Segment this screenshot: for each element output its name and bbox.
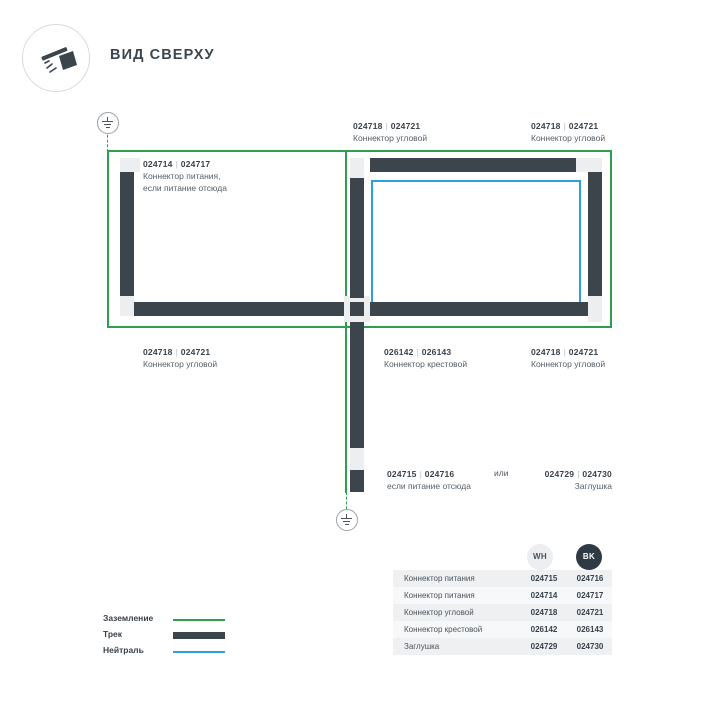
ground-symbol-bottom bbox=[336, 509, 358, 531]
track-spotlight-icon bbox=[22, 24, 90, 92]
label-code-024730: 024730 bbox=[582, 469, 612, 479]
label-desc-corner-topright: Коннектор угловой bbox=[531, 133, 606, 143]
table-cell-wh: 024714 bbox=[530, 591, 558, 600]
label-bottom-left-corner: 024718 | 024721 Коннектор угловой bbox=[143, 347, 218, 369]
label-code-024721-top: 024721 bbox=[390, 121, 421, 131]
table-cell-name: Коннектор питания bbox=[404, 574, 475, 583]
neutral-line-right-top bbox=[371, 180, 581, 182]
legend-swatch-neutral bbox=[173, 651, 225, 653]
label-top-right-corner: 024718 | 024721 Коннектор угловой bbox=[531, 121, 606, 143]
connector-block-bottom-stem bbox=[350, 448, 364, 470]
table-cell-wh: 026142 bbox=[530, 625, 558, 634]
table-cell-name: Коннектор крестовой bbox=[404, 625, 483, 634]
label-mid-right-corner: 024718 | 024721 Коннектор угловой bbox=[531, 347, 606, 369]
table-cell-wh: 024715 bbox=[530, 574, 558, 583]
label-desc-bottom-power: если питание отсюда bbox=[387, 481, 471, 491]
track-left-bottom bbox=[134, 302, 344, 316]
table-cell-name: Коннектор угловой bbox=[404, 608, 474, 617]
label-code-024717: 024717 bbox=[180, 159, 211, 169]
label-end-cap: 024729 | 024730 Заглушка bbox=[504, 468, 612, 492]
label-desc-end-cap: Заглушка bbox=[574, 481, 612, 491]
legend-item-ground bbox=[103, 612, 225, 628]
label-top-left-power: 024714 | 024717 Коннектор питания, если питание отсюда bbox=[143, 159, 227, 193]
label-code-024718-topright: 024718 bbox=[531, 121, 561, 131]
table-cell-name: Заглушка bbox=[404, 642, 440, 651]
label-desc-corner-midright: Коннектор угловой bbox=[531, 359, 606, 369]
label-or: или bbox=[494, 468, 509, 478]
table-cell-bk: 024721 bbox=[576, 608, 604, 617]
label-desc-line1: Коннектор питания, bbox=[143, 171, 221, 181]
table-row bbox=[393, 587, 612, 604]
table-row bbox=[393, 621, 612, 638]
cross-connector-core bbox=[350, 302, 364, 316]
label-code-024715: 024715 bbox=[387, 469, 417, 479]
table-cell-bk: 026143 bbox=[576, 625, 604, 634]
connector-block-top-right bbox=[576, 158, 602, 172]
legend-swatch-ground bbox=[173, 619, 225, 621]
track-right-vertical bbox=[588, 172, 602, 296]
legend-swatch-track bbox=[173, 632, 225, 639]
connector-block-bottom-right bbox=[588, 296, 602, 322]
connector-block-bottom-left bbox=[120, 296, 134, 316]
legend bbox=[103, 612, 225, 660]
label-code-026143: 026143 bbox=[421, 347, 452, 357]
label-desc-corner-bottomleft: Коннектор угловой bbox=[143, 359, 218, 369]
label-code-024729: 024729 bbox=[544, 469, 575, 479]
label-code-024718-bottomleft: 024718 bbox=[143, 347, 173, 357]
label-top-mid-corner: 024718 | 024721 Коннектор угловой bbox=[353, 121, 428, 143]
ground-line-bottom-right bbox=[345, 326, 612, 328]
connector-block-top-left bbox=[120, 158, 140, 172]
label-desc-line2: если питание отсюда bbox=[143, 183, 227, 193]
track-stem-end bbox=[350, 470, 364, 492]
legend-item-neutral bbox=[103, 644, 225, 660]
ground-line-left bbox=[107, 150, 109, 328]
track-bottom-right bbox=[370, 302, 588, 316]
track-left-vertical bbox=[120, 172, 134, 296]
legend-label-track: Трек bbox=[103, 629, 123, 639]
parts-table bbox=[393, 570, 612, 655]
label-cross-connector: 026142 | 026143 Коннектор крестовой bbox=[384, 347, 468, 369]
legend-item-track bbox=[103, 628, 225, 644]
ground-symbol-top bbox=[97, 112, 119, 134]
ground-line-stem-lower bbox=[345, 326, 347, 493]
ground-line-top-right bbox=[345, 150, 612, 152]
label-code-024716: 024716 bbox=[424, 469, 455, 479]
badge-black: BK bbox=[576, 544, 602, 570]
label-desc-cross: Коннектор крестовой bbox=[384, 359, 468, 369]
page-title: ВИД СВЕРХУ bbox=[110, 47, 215, 63]
legend-label-ground: Заземление bbox=[103, 613, 154, 623]
table-cell-name: Коннектор питания bbox=[404, 591, 475, 600]
table-cell-wh: 024718 bbox=[530, 608, 558, 617]
neutral-line-right-vertical-right bbox=[579, 180, 581, 306]
ground-line-bottom-left bbox=[107, 326, 345, 328]
legend-label-neutral: Нейтраль bbox=[103, 645, 144, 655]
label-code-024721-bottomleft: 024721 bbox=[180, 347, 211, 357]
label-code-024721-topright: 024721 bbox=[568, 121, 599, 131]
label-desc-corner-top: Коннектор угловой bbox=[353, 133, 428, 143]
connector-block-top-center bbox=[350, 158, 364, 178]
neutral-line-right-vertical-left bbox=[371, 180, 373, 306]
label-code-024718-midright: 024718 bbox=[531, 347, 561, 357]
table-cell-bk: 024717 bbox=[576, 591, 604, 600]
ground-line-top-left bbox=[107, 150, 345, 152]
track-center-vertical-lower bbox=[350, 322, 364, 448]
label-code-024718-top: 024718 bbox=[353, 121, 383, 131]
table-cell-bk: 024730 bbox=[576, 642, 604, 651]
track-center-vertical-upper bbox=[350, 178, 364, 298]
table-row bbox=[393, 604, 612, 621]
label-code-024714: 024714 bbox=[143, 159, 173, 169]
label-bottom-power: 024715 | 024716 если питание отсюда bbox=[387, 469, 471, 491]
table-cell-wh: 024729 bbox=[530, 642, 558, 651]
ground-line-right bbox=[610, 150, 612, 328]
table-row bbox=[393, 638, 612, 655]
table-row bbox=[393, 570, 612, 587]
table-cell-bk: 024716 bbox=[576, 574, 604, 583]
track-top-right bbox=[370, 158, 576, 172]
label-code-026142: 026142 bbox=[384, 347, 414, 357]
badge-white: WH bbox=[527, 544, 553, 570]
label-code-024721-midright: 024721 bbox=[568, 347, 599, 357]
